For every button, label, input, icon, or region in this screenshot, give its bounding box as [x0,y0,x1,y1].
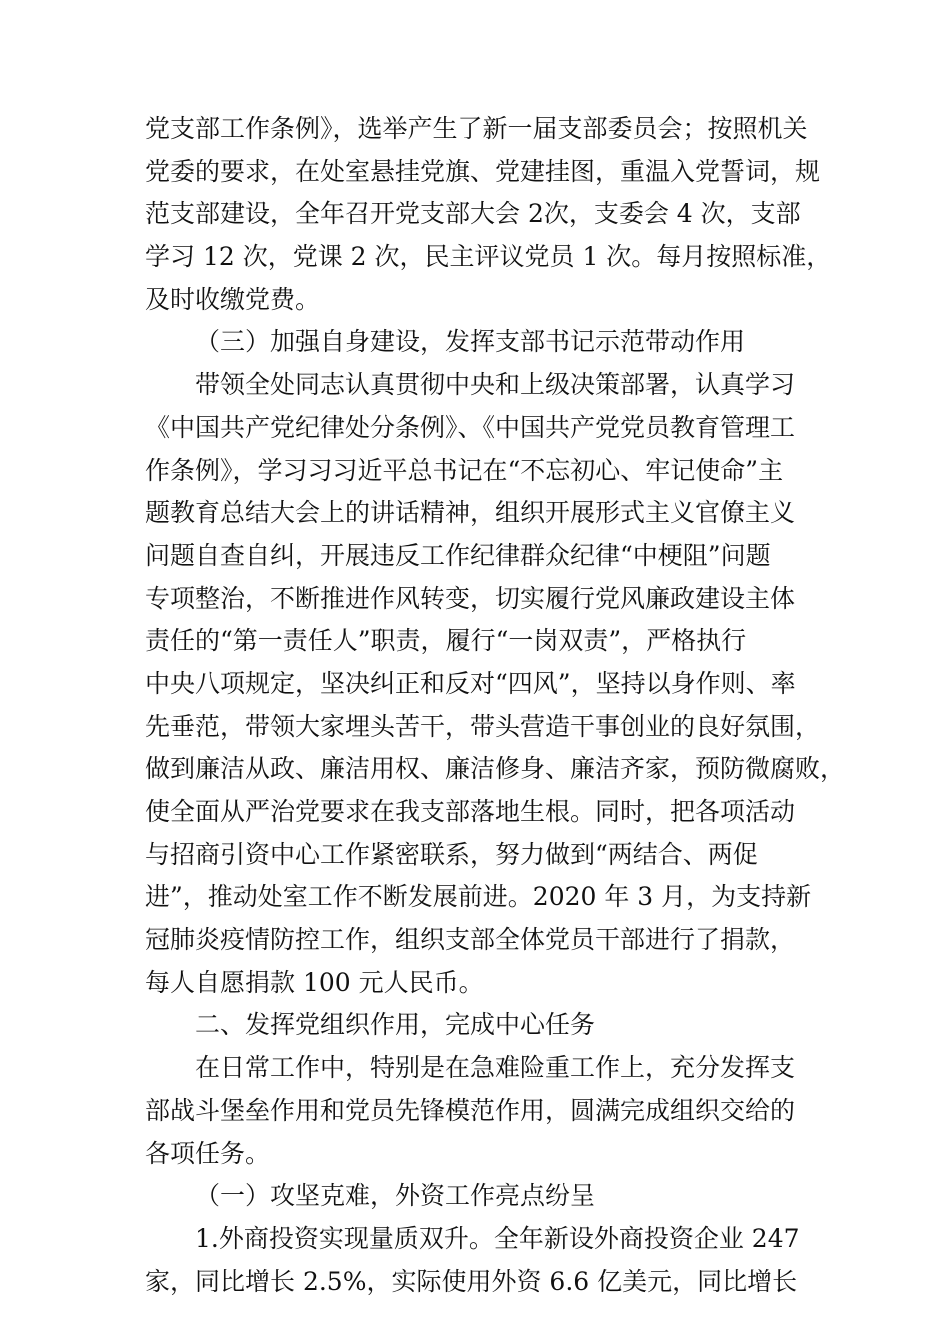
document-body [145,108,846,1303]
text-line: 进”，推动处室工作不断发展前进。2020 年 3 月，为支持新 [145,882,812,912]
text-line: 先垂范，带领大家埋头苦干，带头营造干事创业的良好氛围， [145,711,821,741]
text-line: 题教育总结大会上的讲话精神，组织开展形式主义官僚主义 [145,498,796,528]
text-line: 作条例》，学习习习近平总书记在“不忘初心、牢记使命”主 [145,455,784,485]
text-line: 在日常工作中，特别是在急难险重工作上，充分发挥支 [195,1053,796,1083]
text-line: 冠肺炎疫情防控工作，组织支部全体党员干部进行了捐款， [145,925,796,955]
text-line: 每人自愿捐款 100 元人民币。 [145,967,484,997]
text-line: 《中国共产党纪律处分条例》、《中国共产党党员教育管理工 [145,412,796,442]
text-line: 责任的“第一责任人”职责，履行“一岗双责”，严格执行 [145,626,747,656]
text-line: 使全面从严治党要求在我支部落地生根。同时，把各项活动 [145,797,796,826]
text-line: 二、发挥党组织作用，完成中心任务 [195,1010,596,1040]
text-line: 问题自查自纠，开展违反工作纪律群众纪律“中梗阻”问题 [145,540,771,570]
text-line: 做到廉洁从政、廉洁用权、廉洁修身、廉洁齐家，预防微腐败， [145,754,846,784]
text-line: （三）加强自身建设，发挥支部书记示范带动作用 [195,327,746,357]
text-line: 及时收缴党费。 [145,284,321,314]
text-line: 家，同比增长 2.5%，实际使用外资 6.6 亿美元，同比增长 [145,1266,798,1296]
text-line: 学习 12 次，党课 2 次，民主评议党员 1 次。每月按照标准， [145,242,832,272]
text-line: 1.外商投资实现量质双升。全年新设外商投资企业 247 [195,1223,800,1253]
text-line: 部战斗堡垒作用和党员先锋模范作用，圆满完成组织交给的 [145,1095,796,1125]
text-line: （一）攻坚克难，外资工作亮点纷呈 [195,1181,596,1211]
text-line: 与招商引资中心工作紧密联系，努力做到“两结合、两促 [145,839,758,869]
text-line: 专项整治，不断推进作风转变，切实履行党风廉政建设主体 [145,583,796,613]
text-line: 党支部工作条例》，选举产生了新一届支部委员会；按照机关 [145,114,808,143]
text-line: 中央八项规定，坚决纠正和反对“四风”，坚持以身作则、率 [145,668,796,698]
text-line: 党委的要求，在处室悬挂党旗、党建挂图，重温入党誓词，规 [145,156,821,186]
text-line: 带领全处同志认真贯彻中央和上级决策部署，认真学习 [195,370,796,400]
text-line: 范支部建设，全年召开党支部大会 2次，支委会 4 次，支部 [145,199,801,229]
text-line: 各项任务。 [145,1138,271,1168]
